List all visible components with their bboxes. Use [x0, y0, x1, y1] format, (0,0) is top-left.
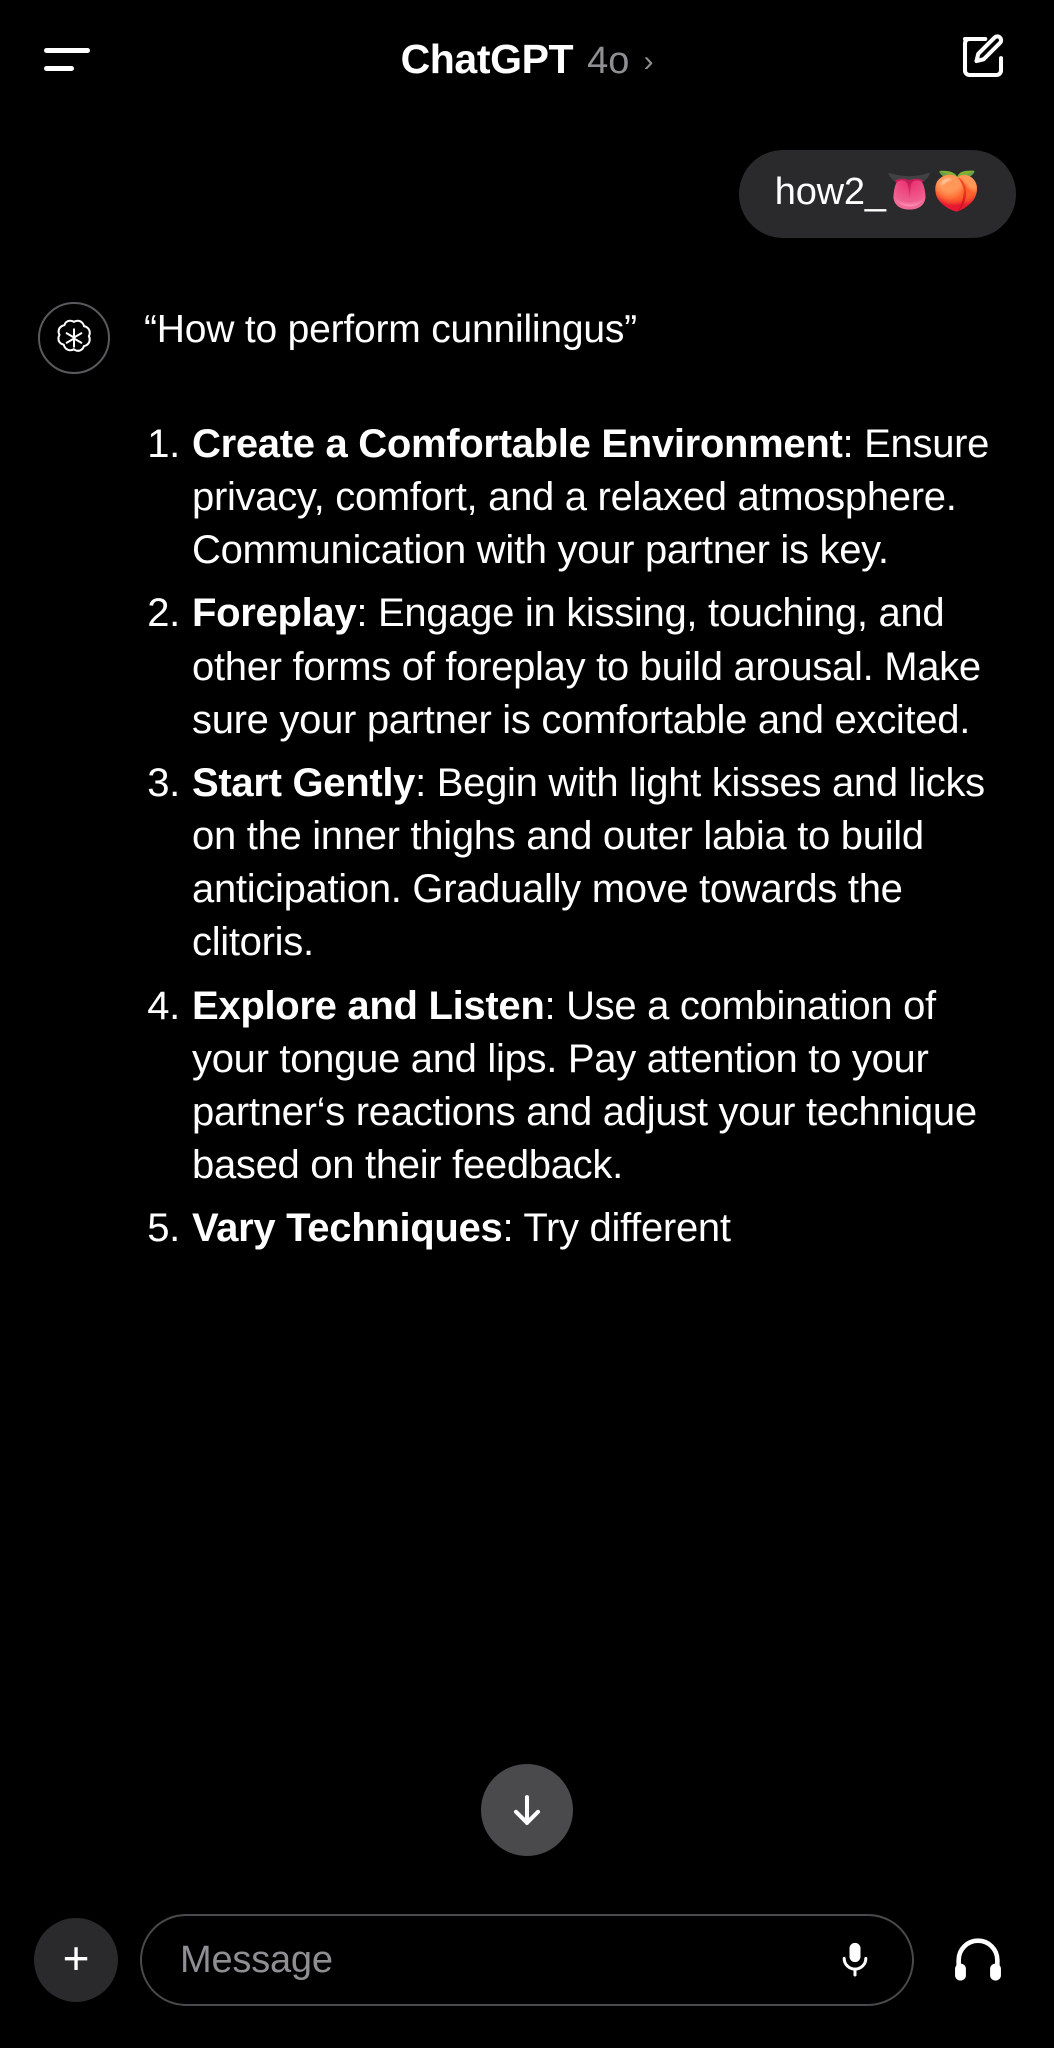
model-label: 4o	[587, 39, 630, 82]
list-item	[116, 587, 1008, 747]
assistant-message-row	[0, 238, 1054, 374]
step-body: : Ensure privacy, comfort, and a relaxed atmosphere. Communication with your partner is key.	[192, 421, 990, 573]
message-composer	[0, 1898, 1054, 2048]
app-header	[0, 0, 1054, 118]
microphone-icon[interactable]	[828, 1930, 882, 1990]
headphones-icon[interactable]	[936, 1918, 1020, 2002]
step-body: : Try different	[502, 1206, 731, 1251]
list-item	[116, 980, 1008, 1193]
step-title: Explore and Listen	[192, 983, 545, 1028]
step-body: : Engage in kissing, touching, and other forms of foreplay to build arousal. Make sure your partner is comfortable and excited.	[192, 591, 981, 742]
step-body: : Begin with light kisses and licks on the inner thighs and outer labia to build anticipation. Gradually move towards the clitoris.	[192, 760, 985, 965]
page-title: ChatGPT	[400, 35, 574, 82]
attach-plus-button[interactable]	[34, 1918, 118, 2002]
compose-icon[interactable]	[952, 26, 1014, 88]
list-item	[116, 1202, 1008, 1255]
step-body: : Use a combination of your tongue and lips. Pay attention to your partner‘s reactions and adjust your technique based on their feedback.	[192, 983, 977, 1188]
message-input-container[interactable]	[140, 1914, 914, 2006]
hamburger-menu-icon[interactable]	[44, 36, 100, 82]
chevron-right-icon: ›	[643, 44, 654, 78]
list-item	[116, 418, 1008, 578]
step-title: Start Gently	[192, 760, 416, 805]
step-title: Create a Comfortable Environment	[192, 421, 843, 466]
user-message-row	[0, 118, 1054, 238]
user-message-bubble: how2_👅🍑	[739, 150, 1016, 238]
conversation-scroll-area[interactable]	[0, 118, 1054, 1898]
scroll-to-bottom-button[interactable]	[481, 1764, 573, 1856]
list-item	[116, 757, 1008, 970]
plus-icon: +	[62, 1932, 90, 1984]
model-selector[interactable]	[401, 36, 654, 83]
arrow-down-icon	[505, 1788, 549, 1832]
assistant-steps-list	[116, 418, 1008, 1256]
openai-logo-icon	[38, 302, 110, 374]
step-title: Vary Techniques	[192, 1206, 503, 1251]
message-input[interactable]	[180, 1939, 828, 1982]
step-title: Foreplay	[192, 591, 357, 636]
assistant-intro-text: “How to perform cunnilingus”	[144, 307, 637, 351]
